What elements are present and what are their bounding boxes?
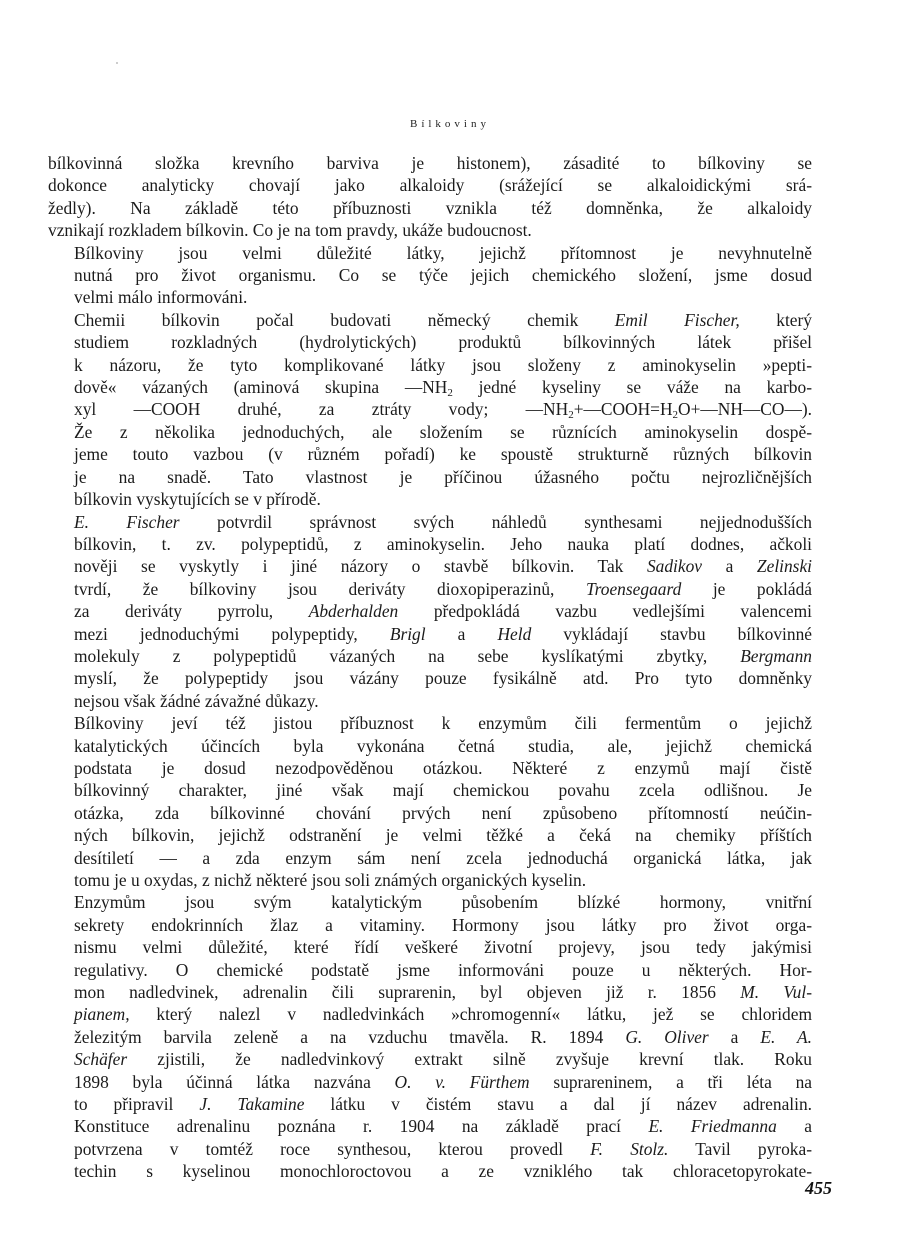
text-line: desítiletí — a zda enzym sám není zcela jednoduchá organická látka, jak [74,847,812,868]
paragraph [48,712,812,891]
paper-speck [116,62,118,64]
text-line: potvrzena v tomtéž roce synthesou, kterou provedl F. Stolz. Tavil pyroka- [74,1138,813,1159]
italic-name: G. Oliver [625,1026,709,1047]
text-line: tomu je u oxydas, z nichž některé jsou soli známých organických kyselin. [74,870,587,890]
text-line: xyl —COOH druhé, za ztráty vody; $—NH_2+—COOH=H_2O+—NH—CO—$). [74,399,812,422]
text-line: bílkovinný charakter, jiné však mají chemickou povahu zcela odlišnou. Je [74,780,812,801]
text-line: Enzymům jsou svým katalytickým působením blízké hormony, vnitřní [74,892,812,913]
text-line: Bílkoviny jsou velmi důležité látky, jejichž přítomnost je nevyhnutelně [74,242,812,263]
text-line: Chemii bílkovin počal budovati německý chemik Emil Fischer, který [74,309,812,330]
text-line: ných bílkovin, jejichž odstranění je velmi těžké a čeká na chemiky příštích [74,825,812,846]
italic-name: J. Takamine [199,1094,305,1115]
text-line: železitým barvila zeleně a na vzduchu tmavěla. R. 1894 G. Oliver a E. A. [74,1026,812,1047]
text-line: za deriváty pyrrolu, Abderhalden předpokládá vazbu vedlejšími valencemi [74,601,812,622]
italic-name: M. Vul- [740,982,812,1003]
text-line: to připravil J. Takamine látku v čistém stavu a dal jí název adrenalin. [74,1094,813,1115]
text-line: mon nadledvinek, adrenalin čili suprarenin, byl objeven již r. 1856 M. Vul- [74,982,812,1003]
text-line: myslí, že polypeptidy jsou vázány pouze fysikálně atd. Pro tyto domněnky [74,668,812,689]
text-line: jeme touto vazbou (v různém pořadí) ke spoustě strukturně různých bílkovin [74,444,812,465]
text-line: molekuly z polypeptidů vázaných na sebe kyslíkatými zbytky, Bergmann [74,645,812,666]
italic-name: Emil Fischer, [614,309,740,330]
text-line: sekrety endokrinních žlaz a vitaminy. Hormony jsou látky pro život orga- [74,914,812,935]
text-line: bílkovin vyskytujících se v přírodě. [74,489,321,510]
text-line: tvrdí, že bílkoviny jsou deriváty dioxopiperazinů, Troensegaard je pokládá [74,578,812,599]
italic-name: Zelinski [756,556,812,577]
text-line: velmi málo informováni. [74,287,248,308]
italic-name: Brigl [389,623,426,644]
text-line: nověji se vyskytly i jiné názory o stavbě bílkovin. Tak Sadikov a Zelinski [74,556,812,577]
text-line: E. Fischer potvrdil správnost svých náhledů synthesami nejjednodušších [74,511,812,532]
paragraph [48,891,812,1182]
text-line: nismu velmi důležité, které řídí veškeré životní projevy, jsou tedy jakýmisi [74,937,812,958]
text-line: žedly). Na základě této příbuznosti vznikla též domněnka, že alkaloidy [48,197,812,218]
italic-name: Schäfer [74,1049,128,1070]
text-line: vznikají rozkladem bílkovin. Co je na tom pravdy, ukáže budoucnost. [48,220,532,241]
text-line: katalytických účincích byla vykonána četná studia, ale, jejichž chemická [74,735,812,756]
text-line: Konstituce adrenalinu poznána r. 1904 na základě prací E. Friedmanna a [74,1116,812,1137]
running-head: Bílkoviny [409,118,490,130]
italic-name: pianem, [74,1004,130,1025]
italic-name: Held [497,623,532,644]
italic-name: Bergmann [740,645,812,666]
text-line: otázka, zda bílkovinné chování prvých není způsobeno přítomností neúčin- [74,802,812,823]
page-number: 455 [805,1178,832,1198]
text-line: Že z několika jednoduchých, ale složením se různících aminokyselin dospě- [74,421,812,442]
subscript: 2 [568,409,574,422]
italic-name: Troensegaard [585,578,682,599]
text-line: dově« vázaných (aminová skupina $—NH_2$ jedné kyseliny se váže na karbo- [74,377,812,400]
text-line: nejsou však žádné závažné důkazy. [74,690,319,711]
subscript: 2 [447,387,453,400]
text-line: techin s kyselinou monochloroctovou a ze vzniklého tak chloracetopyrokate- [74,1161,812,1182]
paragraph [48,309,812,511]
text-line: Bílkoviny jeví též jistou příbuznost k enzymům čili fermentům o jejichž [74,713,812,734]
text-line: Schäfer zjistili, že nadledvinkový extrakt silně zvyšuje krevní tlak. Roku [74,1049,812,1070]
paragraph [48,152,812,242]
italic-name: O. v. Fürthem [394,1071,530,1092]
text-line: studiem rozkladných (hydrolytických) produktů bílkovinných látek přišel [74,332,812,353]
paragraph [48,242,812,309]
italic-name: E. Friedmanna [648,1116,777,1137]
italic-name: F. Stolz. [590,1138,669,1159]
text-line: nutná pro život organismu. Co se týče jejich chemického složení, jsme dosud [74,265,812,286]
italic-name: E. A. [760,1026,812,1047]
text-line: 1898 byla účinná látka nazvána O. v. Fürthem suprareninem, a tři léta na [74,1071,812,1092]
text-line: podstata je dosud nezodpověděnou otázkou. Některé z enzymů mají čistě [74,757,812,778]
subscript: 2 [672,409,679,422]
text-line: je na snadě. Tato vlastnost je příčinou úžasného počtu nejrozličnějších [74,466,812,487]
paragraph [48,511,812,713]
text-line: mezi jednoduchými polypeptidy, Brigl a Held vykládají stavbu bílkovinné [74,623,812,644]
text-line: bílkovinná složka krevního barviva je histonem), zásadité to bílkoviny se [48,153,812,173]
text-line: dokonce analyticky chovají jako alkaloidy (srážející se alkaloidickými srá- [48,175,812,196]
body-text [48,152,812,1183]
text-line: pianem, který nalezl v nadledvinkách »chromogenní« látku, jež se chloridem [74,1004,812,1025]
text-line: regulativy. O chemické podstatě jsme informováni pouze u některých. Hor- [74,959,812,980]
italic-name: Sadikov [646,556,703,577]
text-line: bílkovin, t. zv. polypeptidů, z aminokyselin. Jeho nauka platí dodnes, ačkoli [74,533,812,554]
italic-name: Abderhalden [308,601,399,622]
italic-name: E. Fischer [74,511,180,532]
text-line: k názoru, že tyto komplikované látky jsou složeny z aminokyselin »pepti- [74,354,812,375]
